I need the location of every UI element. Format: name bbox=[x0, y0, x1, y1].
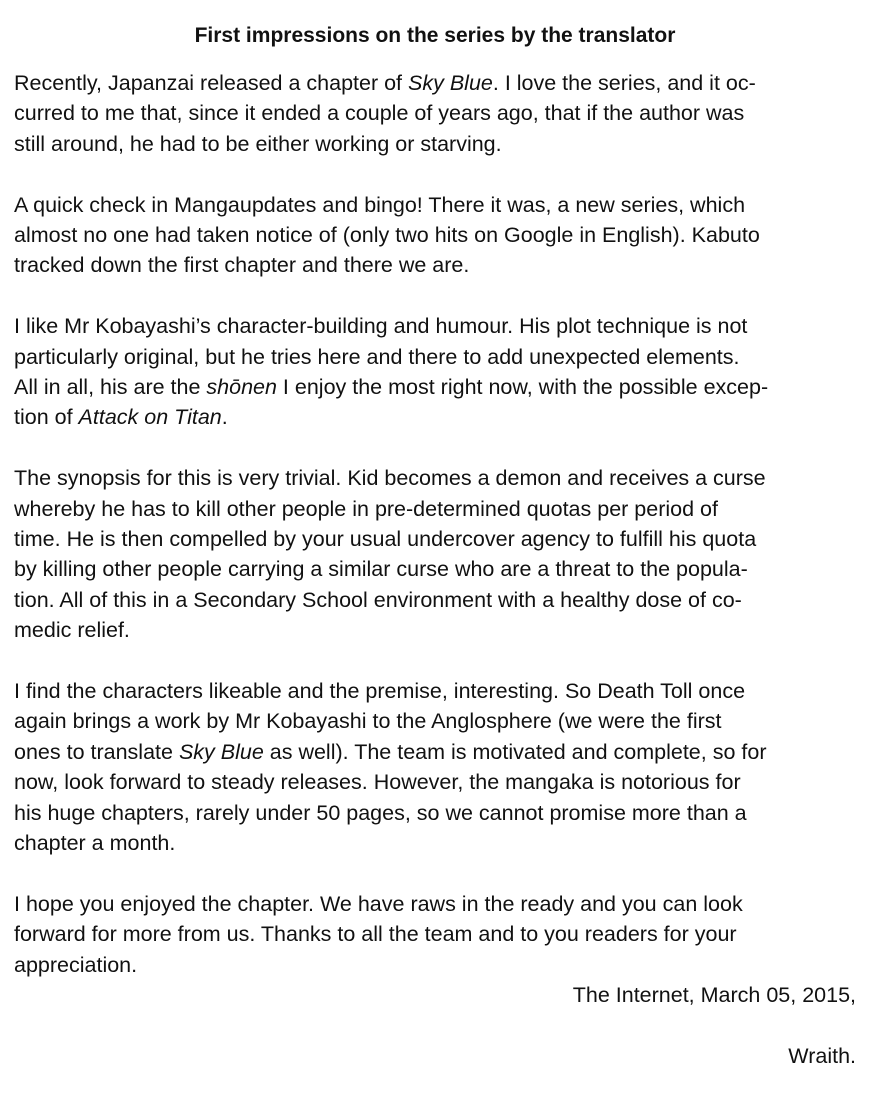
body-text bbox=[14, 68, 856, 980]
paragraph-text: . bbox=[221, 405, 228, 430]
document-page bbox=[14, 22, 856, 1071]
italic-title-text: shōnen bbox=[206, 375, 277, 400]
paragraph-text: . I love the series, and it oc- curred to me that, since it ended a couple of years ago, that if the author was still around, he had to be either working or starving. bbox=[14, 71, 756, 156]
paragraph-text: Recently, Japanzai released a chapter of bbox=[14, 71, 409, 95]
paragraph bbox=[14, 311, 856, 433]
paragraph-text: as well). The team is motivated and complete, so for now, look forward to steady releases. However, the mangaka is notorious for his huge chapters, rarely under 50 pages, so we cannot promise more than a chapter a month. bbox=[14, 739, 767, 856]
paragraph-text: I hope you enjoyed the chapter. We have raws in the ready and you can look forward for more from us. Thanks to all the team and to you readers for your appreciation. bbox=[14, 891, 743, 977]
signoff-line: The Internet, March 05, 2015, bbox=[572, 983, 856, 1008]
paragraph-text: A quick check in Mangaupdates and bingo! There it was, a new series, which almost no one had taken notice of (only two hits on Google in English). Kabuto tracked down the first chapter and there we are. bbox=[14, 192, 760, 278]
paragraph bbox=[14, 676, 856, 858]
document-title: First impressions on the series by the translator bbox=[194, 24, 676, 47]
paragraph bbox=[14, 68, 856, 159]
italic-title-text: Sky Blue bbox=[178, 739, 264, 764]
italic-title-text: Attack on Titan bbox=[78, 405, 222, 430]
signature: Wraith. bbox=[788, 1043, 856, 1068]
paragraph bbox=[14, 889, 856, 980]
paragraph-text: I like Mr Kobayashi’s character-building and humour. His plot technique is not particularly original, but he tries here and there to add unexpected elements. All in all, his are the bbox=[14, 314, 748, 400]
paragraph-text: I enjoy the most right now, with the possible excep- tion of bbox=[14, 375, 769, 430]
paragraph bbox=[14, 463, 856, 645]
paragraph-text: The synopsis for this is very trivial. Kid becomes a demon and receives a curse whereby he has to kill other people in pre-determined quotas per period of time. He is then compelled by your usual undercover agency to fulfill his quota by killing other people carrying a similar curse who are a threat to the popula- tion. All of this in a Secondary School environment with a healthy dose of co- medic relief. bbox=[14, 466, 766, 643]
paragraph bbox=[14, 190, 856, 281]
italic-title-text: Sky Blue bbox=[408, 71, 493, 95]
paragraph-text: I find the characters likeable and the premise, interesting. So Death Toll once again brings a work by Mr Kobayashi to the Anglosphere (we were the first ones to translate bbox=[14, 679, 746, 764]
